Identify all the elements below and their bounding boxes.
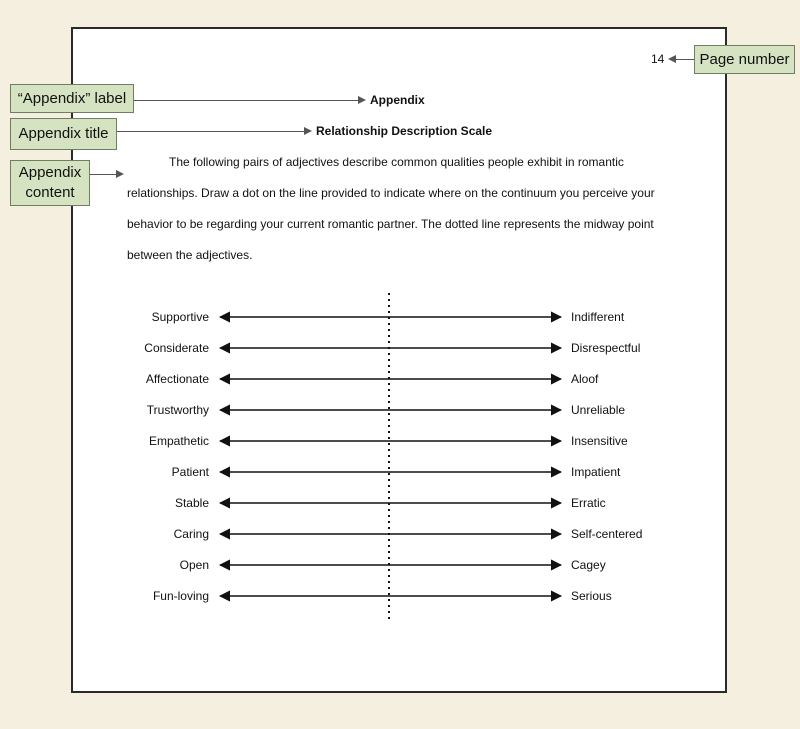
scale-left-adjective: Supportive bbox=[151, 310, 209, 324]
scale-row bbox=[174, 527, 643, 541]
scale-right-adjective: Disrespectful bbox=[571, 341, 641, 355]
callout-page-number: Page number bbox=[694, 45, 795, 74]
scale-left-adjective: Patient bbox=[171, 465, 209, 479]
appendix-intro-paragraph: The following pairs of adjectives describe common qualities people exhibit in romantic relationships. Draw a dot on the line provided to indicate where on the continuum you perceive your behavior to be regarding your current romantic partner. The dotted line represents the midway point between the adjectives. bbox=[127, 155, 655, 262]
scale-row bbox=[146, 372, 599, 386]
appendix-label: Appendix bbox=[370, 93, 425, 107]
scale-left-adjective: Empathetic bbox=[148, 434, 209, 448]
scale-row bbox=[144, 341, 640, 355]
callout-appendix-title: Appendix title bbox=[10, 118, 117, 150]
scale-left-adjective: Fun-loving bbox=[152, 589, 209, 603]
scale-row bbox=[172, 465, 621, 479]
scale-right-adjective: Cagey bbox=[571, 558, 606, 572]
callout-page-number-arrow bbox=[670, 59, 694, 60]
appendix-title: Relationship Description Scale bbox=[316, 124, 493, 138]
page-number: 14 bbox=[651, 52, 665, 66]
callout-appendix-content-arrow bbox=[90, 174, 122, 175]
scale-right-adjective: Indifferent bbox=[571, 310, 625, 324]
scale-row bbox=[180, 558, 606, 572]
scale-row bbox=[147, 403, 626, 417]
callout-appendix-title-arrow bbox=[117, 131, 310, 132]
scale-right-adjective: Self-centered bbox=[571, 527, 643, 541]
scale-right-adjective: Aloof bbox=[571, 372, 599, 386]
scale-left-adjective: Stable bbox=[174, 496, 209, 510]
scale-left-adjective: Affectionate bbox=[145, 372, 209, 386]
scale-left-adjective: Open bbox=[179, 558, 209, 572]
scale-right-adjective: Erratic bbox=[571, 496, 606, 510]
scale-row bbox=[149, 434, 628, 448]
scale-left-adjective: Trustworthy bbox=[146, 403, 209, 417]
scale-row bbox=[175, 496, 606, 510]
callout-appendix-label: “Appendix” label bbox=[10, 84, 134, 113]
callout-appendix-label-arrow bbox=[134, 100, 364, 101]
scale-right-adjective: Unreliable bbox=[571, 403, 626, 417]
callout-appendix-content bbox=[10, 160, 90, 206]
callout-appendix-content-line2: content bbox=[25, 184, 75, 201]
scale-right-adjective: Serious bbox=[571, 589, 612, 603]
scale-row bbox=[153, 589, 612, 603]
scale-left-adjective: Considerate bbox=[144, 341, 209, 355]
scale-right-adjective: Impatient bbox=[571, 465, 621, 479]
scale-left-adjective: Caring bbox=[173, 527, 209, 541]
scale-right-adjective: Insensitive bbox=[571, 434, 628, 448]
callout-appendix-content-line1: Appendix bbox=[18, 164, 82, 181]
